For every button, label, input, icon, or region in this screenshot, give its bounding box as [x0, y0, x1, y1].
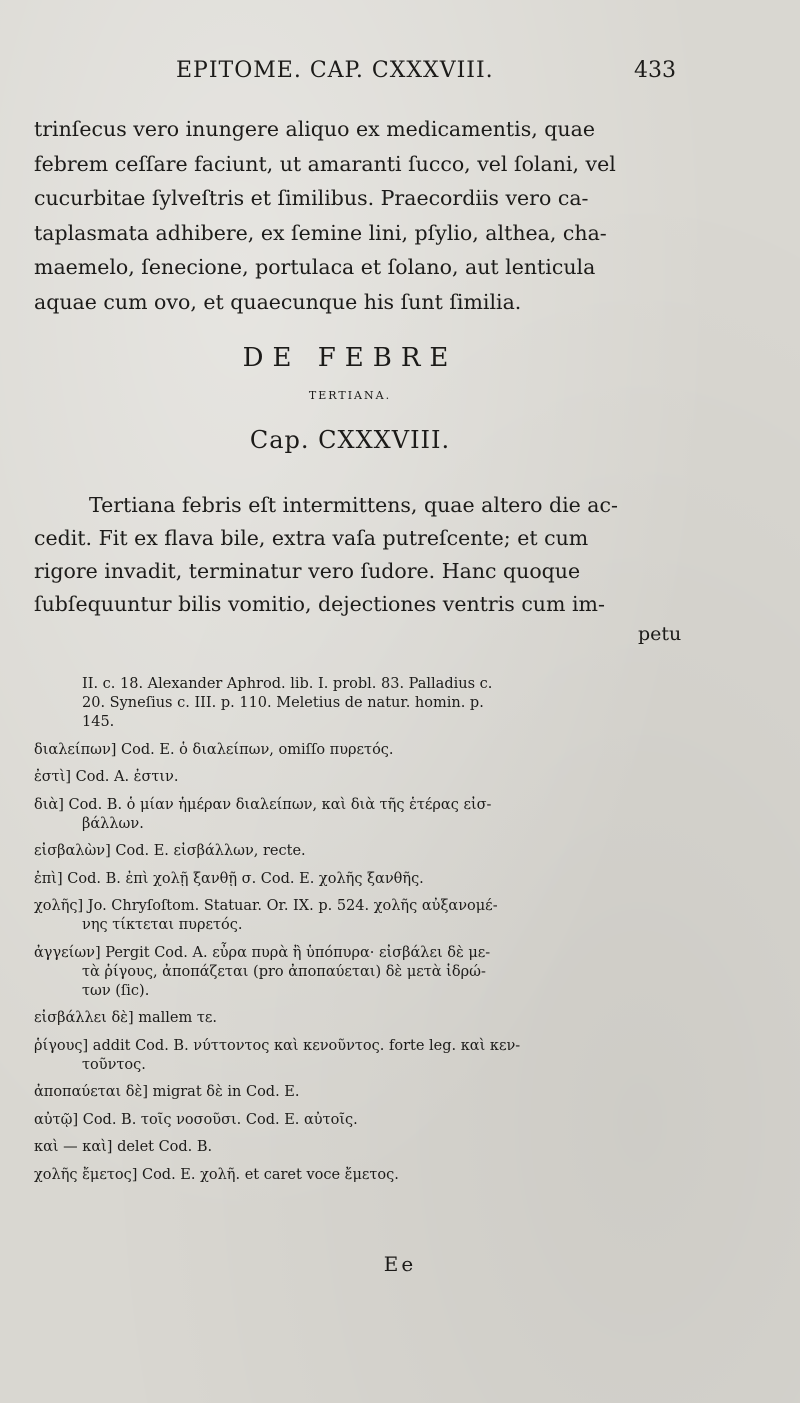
note-line: εἰσβάλλει δὲ] mallem τε. — [34, 1010, 217, 1026]
footnote — [34, 1166, 682, 1185]
footnote — [34, 741, 682, 760]
note-line: 145. — [82, 714, 115, 730]
footnote — [34, 944, 682, 1001]
footnote — [34, 768, 682, 787]
note-line: ἀγγείων] Pergit Cod. A. εὖρα πυρὰ ἢ ὑπόπυρα· εἰσβάλει δὲ με- — [34, 944, 491, 961]
note-line: διαλείπων] Cod. E. ὁ διαλείπων, omiſſo πυρετός. — [34, 741, 394, 758]
body-text-continuation — [34, 112, 682, 319]
catchword: petu — [638, 623, 682, 645]
note-line: των (ſic). — [82, 982, 150, 999]
footnote — [34, 1037, 682, 1075]
note-line: εἰσβαλὼν] Cod. E. εἰσβάλλων, recte. — [34, 843, 306, 859]
footnote — [34, 870, 682, 889]
note-line: ἐπὶ] Cod. B. ἐπὶ χολῇ ξανθῇ σ. Cod. E. χολῆς ξανθῆς. — [34, 870, 424, 887]
page-number: 433 — [634, 58, 676, 83]
footnote — [34, 1083, 682, 1102]
note-line: αὐτῷ] Cod. B. τοῖς νοσοῦσι. Cod. E. αὐτοῖς. — [34, 1111, 358, 1128]
text-line: febrem ceſſare faciunt, ut amaranti ſucco, vel ſolani, vel — [34, 151, 616, 176]
running-head: EPITOME. CAP. CXXXVIII. — [176, 58, 494, 83]
note-line: ἐστὶ] Cod. A. ἐστιν. — [34, 769, 179, 785]
text-line: rigore invadit, terminatur vero ſudore. Hanc quoque — [34, 559, 581, 583]
note-line: τὰ ῥίγους, ἀποπάζεται (pro ἀποπαύεται) δὲ μετὰ ἱδρώ- — [82, 963, 486, 980]
footnote — [34, 897, 682, 935]
note-line: χολῆς ἔμετος] Cod. E. χολῆ. et caret voce ἔμετος. — [34, 1166, 399, 1183]
chapter-paragraph — [34, 489, 682, 621]
note-line: II. c. 18. Alexander Aphrod. lib. I. probl. 83. Palladius c. — [82, 676, 493, 692]
text-line: Tertiana febris eſt intermittens, quae altero die ac- — [89, 493, 618, 517]
note-line: νης τίκτεται πυρετός. — [82, 917, 243, 933]
text-line: trinſecus vero inungere aliquo ex medicamentis, quae — [34, 117, 595, 141]
note-line: διὰ] Cod. B. ὁ μίαν ἡμέραν διαλείπων, καὶ διὰ τῆς ἑτέρας εἰσ- — [34, 796, 492, 813]
note-line: καὶ — καὶ] delet Cod. B. — [34, 1139, 213, 1155]
text-line: ſubſequuntur bilis vomitio, dejectiones ventris cum im- — [34, 592, 605, 616]
note-line: τοῦντος. — [82, 1056, 146, 1073]
chapter-heading: Cap. CXXXVIII. — [249, 426, 451, 454]
text-line: cucurbitae ſylveſtris et ſimilibus. Praecordiis vero ca- — [34, 186, 589, 210]
footnote — [34, 842, 682, 861]
footnote — [34, 1111, 682, 1130]
note-line: 20. Syneſius c. III. p. 110. Meletius de natur. homin. p. — [82, 695, 484, 711]
note-line: χολῆς] Jo. Chryſoſtom. Statuar. Or. IX. p. 524. χολῆς αὐξανομέ- — [34, 898, 498, 914]
text-line: aquae cum ovo, et quaecunque his ſunt ſimilia. — [34, 289, 522, 314]
footnote — [34, 1009, 682, 1028]
signature-mark: Ee — [383, 1252, 417, 1276]
text-line: maemelo, ſenecione, portulaca et ſolano, aut lenticula — [34, 255, 596, 279]
note-line: βάλλων. — [82, 815, 144, 832]
text-line: cedit. Fit ex flava bile, extra vaſa putreſcente; et cum — [34, 526, 589, 550]
note-line: ἀποπαύεται δὲ] migrat δὲ in Cod. E. — [34, 1084, 300, 1100]
text-line: taplasmata adhibere, ex ſemine lini, pſylio, althea, cha- — [34, 220, 607, 245]
footnote — [34, 1138, 682, 1157]
note-line: ῥίγους] addit Cod. B. νύττοντος καὶ κενοῦντος. forte leg. καὶ κεν- — [34, 1037, 521, 1054]
footnote — [34, 796, 682, 834]
footnotes — [34, 675, 682, 1193]
section-subtitle: TERTIANA. — [308, 389, 392, 402]
section-title: DE FEBRE — [242, 343, 458, 373]
footnote-reference — [34, 675, 682, 732]
